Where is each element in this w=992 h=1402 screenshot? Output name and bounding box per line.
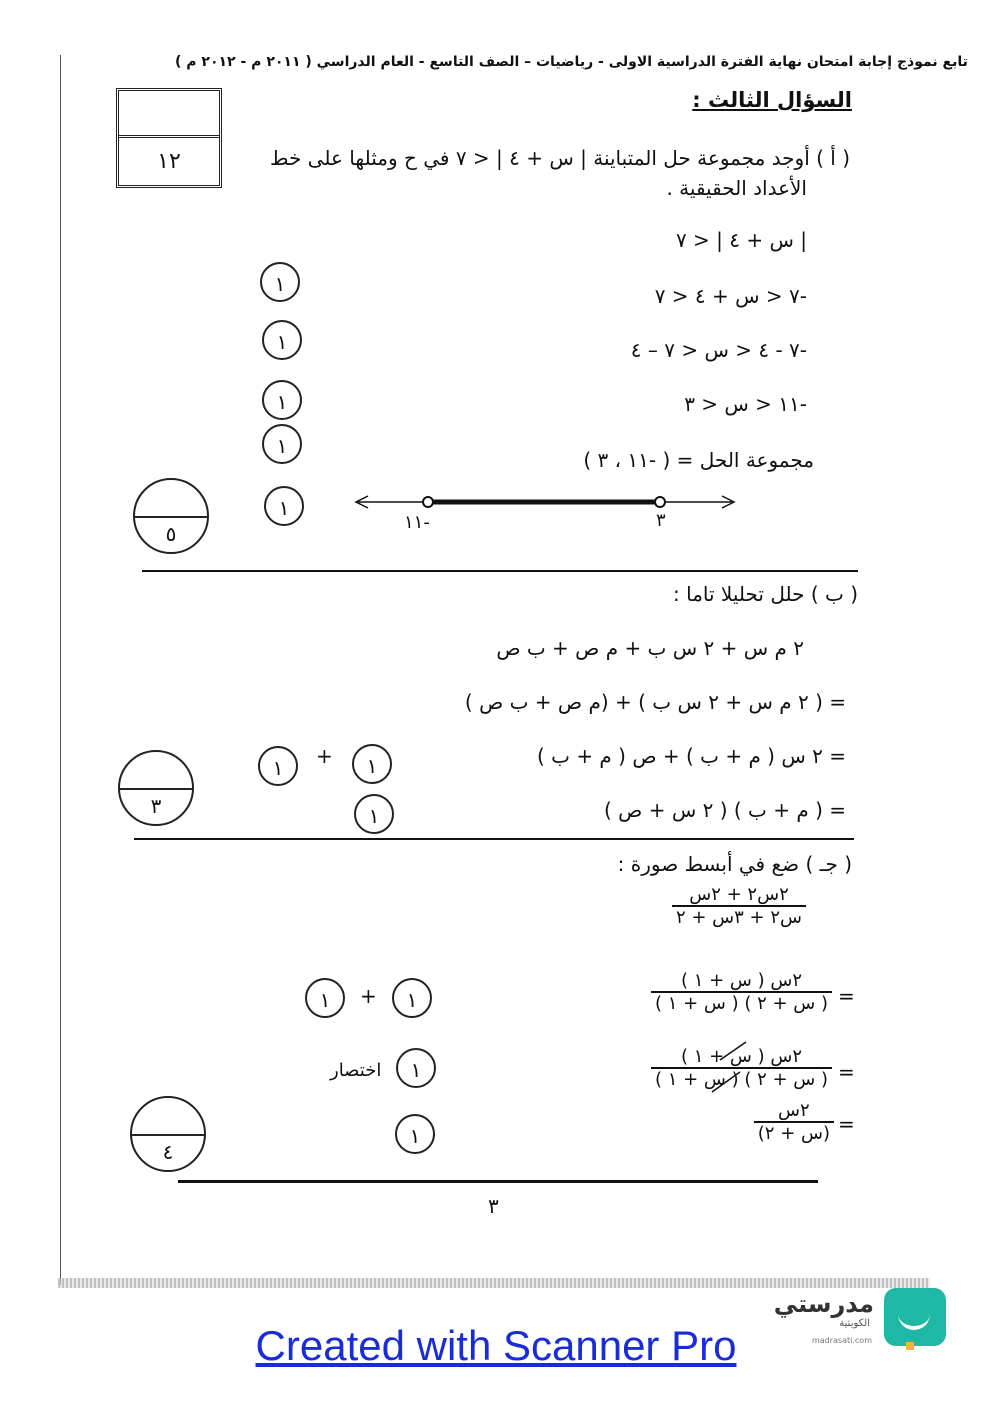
part-a-step: | س + ٤ | < ٧ (675, 228, 807, 252)
score-total: ١٢ (157, 149, 181, 174)
section-divider (178, 1180, 818, 1183)
subtotal-value: ٥ (165, 522, 177, 546)
mark-circle: ١ (262, 320, 302, 360)
part-b-prompt: ( ب ) حلل تحليلا تاما : (673, 582, 858, 606)
mark-circle: ١ (305, 978, 345, 1018)
mark-circle: ١ (352, 744, 392, 784)
equals-sign: = (838, 984, 855, 1008)
part-b-step: = ٢ س ( م + ب ) + ص ( م + ب ) (536, 744, 846, 768)
fraction-numerator: ٢س (754, 1100, 834, 1123)
plus-sign: + (360, 984, 377, 1008)
equals-sign: = (838, 1060, 855, 1084)
scan-edge (58, 1278, 930, 1288)
part-b-step: = ( م + ب ) ( ٢ س + ص ) (604, 798, 846, 822)
part-a-step: -١١ < س < ٣ (684, 392, 807, 416)
fraction-expression (672, 884, 806, 928)
section-divider (134, 838, 854, 840)
fraction-denominator: (س + ٢) (757, 1123, 830, 1144)
equals-sign: = (838, 1112, 855, 1136)
watermark-logo-text: مدرستي (773, 1290, 874, 1318)
part-a-step: -٧ < س + ٤ < ٧ (654, 284, 807, 308)
watermark-logo-url: madrasati.com (811, 1336, 872, 1345)
section-divider (142, 570, 858, 572)
fraction-denominator: ( س + ٢ ) ( س + ١ ) (654, 993, 828, 1014)
page-number: ٣ (488, 1194, 499, 1218)
simplify-label: اختصار (330, 1060, 382, 1081)
mark-circle: ١ (260, 262, 300, 302)
scanner-credit-link[interactable]: Created with Scanner Pro (255, 1322, 737, 1369)
part-a-prompt-line2: الأعداد الحقيقية . (666, 176, 807, 200)
mark-circle: ١ (258, 746, 298, 786)
mark-circle: ١ (264, 486, 304, 526)
mark-circle: ١ (396, 1048, 436, 1088)
part-a-step: -٧ - ٤ < س < ٧ – ٤ (630, 338, 807, 362)
watermark-logo-sub: الكويتية (839, 1318, 870, 1329)
fraction-numerator: ٢س٢ + ٢س (672, 884, 806, 907)
part-c-prompt: ( جـ ) ضع في أبسط صورة : (617, 852, 852, 876)
solution-set: مجموعة الحل = ( -١١ ، ٣ ) (583, 448, 814, 472)
mark-circle: ١ (392, 978, 432, 1018)
mark-circle: ١ (262, 380, 302, 420)
part-b-step: = ( ٢ م س + ٢ س ب ) + (م ص + ب ص ) (464, 690, 846, 714)
part-b-step: ٢ م س + ٢ س ب + م ص + ب ص (496, 636, 804, 660)
question-title: السؤال الثالث : (692, 88, 852, 112)
mark-circle: ١ (395, 1114, 435, 1154)
mark-circle: ١ (354, 794, 394, 834)
subtotal-value: ٤ (162, 1140, 174, 1164)
cancel-strike (706, 1040, 766, 1096)
fraction-denominator: س٢ + ٣س + ٢ (675, 907, 802, 928)
number-line-label-right: ٣ (656, 510, 666, 531)
page-edge (60, 55, 61, 1285)
fraction-numerator: ٢س ( س + ١ ) (651, 970, 832, 993)
fraction-numerator: ٢س ( س + ١ ) (651, 1046, 832, 1069)
subtotal-value: ٣ (150, 794, 162, 818)
page-header: تابع نموذج إجابة امتحان نهاية الفترة الدراسية الاولى - رياضيات – الصف التاسع - العام الدراسي ( ٢٠١١ م - ٢٠١٢ م ) (175, 54, 968, 70)
score-box (116, 88, 222, 188)
mark-circle: ١ (262, 424, 302, 464)
subtotal-circle (118, 750, 194, 826)
number-line-label-left: -١١ (404, 512, 430, 533)
fraction-denominator: ( س + ٢ ) ( س + ١ ) (654, 1069, 828, 1090)
fraction-step1 (651, 970, 832, 1014)
subtotal-circle (133, 478, 209, 554)
subtotal-circle (130, 1096, 206, 1172)
fraction-step3 (754, 1100, 834, 1144)
plus-sign: + (316, 744, 333, 768)
part-a-prompt: ( أ ) أوجد مجموعة حل المتباينة | س + ٤ | < ٧ في ح ومثلها على خط (269, 146, 850, 170)
